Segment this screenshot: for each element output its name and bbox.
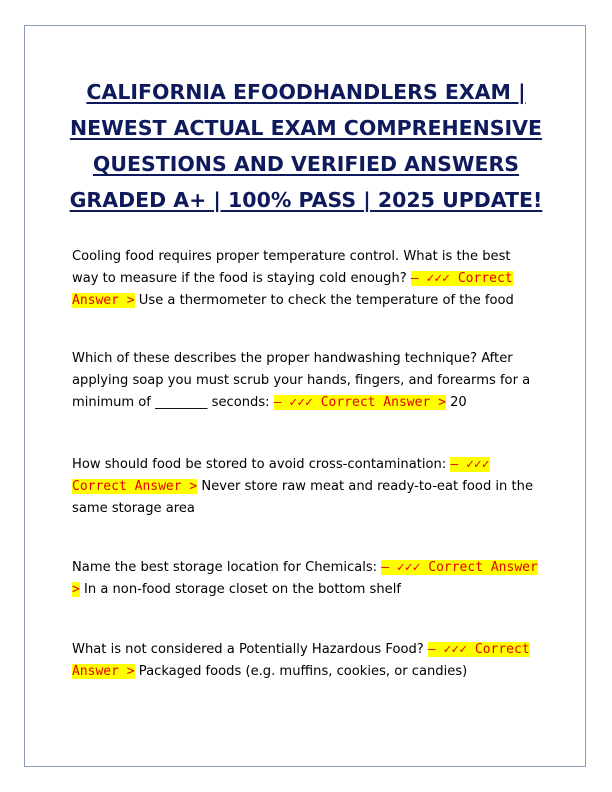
answer-text: 20 [450,394,467,410]
answer-text: In a non-food storage closet on the bottom shelf [84,581,401,597]
correct-answer-marker: – ✓✓✓ Correct Answer > [72,457,490,494]
question-text: What is not considered a Potentially Hazardous Food? [72,642,424,657]
qa-item [72,557,540,601]
qa-item [72,246,540,311]
question-text: Cooling food requires proper temperature control. What is the best way to measure if the food is staying cold enough? [72,249,511,286]
correct-answer-marker: – ✓✓✓ Correct Answer > [273,394,446,410]
question-text: Which of these describes the proper handwashing technique? After applying soap you must scrub your hands, fingers, and forearms for a minimum of ________ seconds: [72,351,531,410]
qa-item [72,639,540,683]
question-text: Name the best storage location for Chemicals: [72,560,378,575]
answer-text: Packaged foods (e.g. muffins, cookies, or candies) [138,663,468,679]
qa-item [72,454,540,519]
correct-answer-marker: – ✓✓✓ Correct Answer > [72,270,513,308]
qa-item [72,348,540,413]
answer-text: Never store raw meat and ready-to-eat food in the same storage area [72,478,534,516]
correct-answer-marker: – ✓✓✓ Correct Answer > [72,560,538,597]
document-title: CALIFORNIA EFOODHANDLERS EXAM | NEWEST ACTUAL EXAM COMPREHENSIVE QUESTIONS AND VERIFIED ANSWERS GRADED A+ | 100% PASS | 2025 UPDATE! [69,80,543,212]
question-text: How should food be stored to avoid cross-contamination: [72,457,447,472]
correct-answer-marker: – ✓✓✓ Correct Answer > [72,642,530,679]
answer-text: Use a thermometer to check the temperature of the food [138,292,514,308]
